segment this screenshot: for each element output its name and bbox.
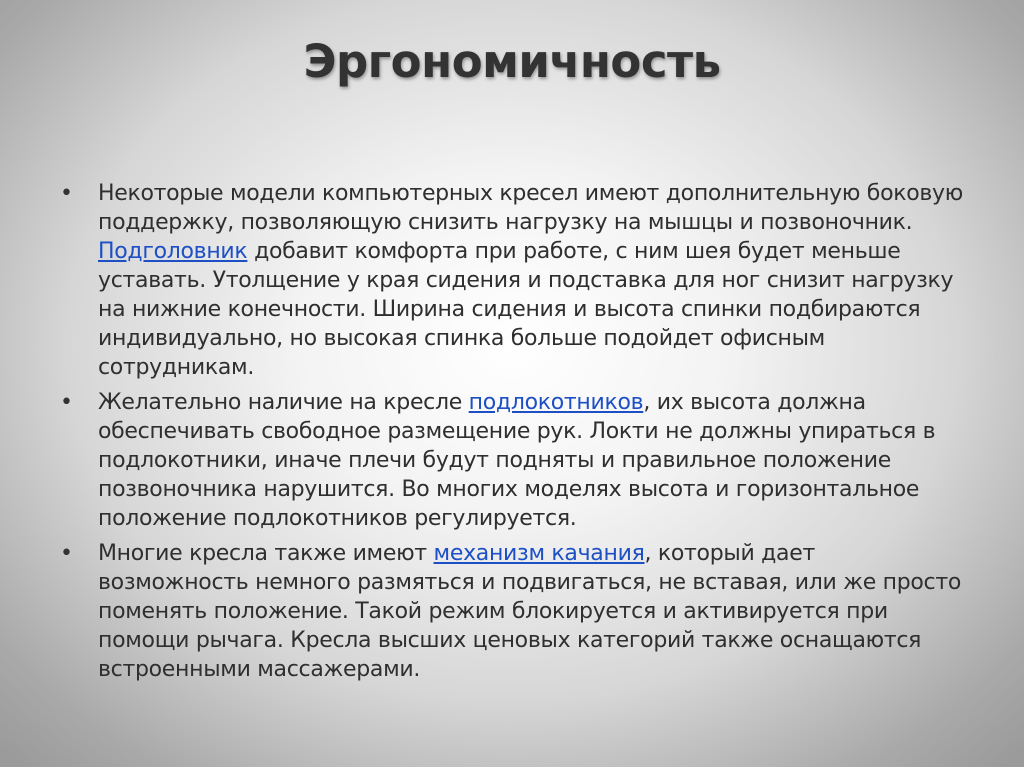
bullet-icon: • bbox=[60, 541, 73, 566]
bullet-icon: • bbox=[60, 181, 73, 206]
item-text-part: добавит комфорта при работе, с ним шея будет меньше уставать. Утолщение у края сидения и подставка для ног снизит нагрузку на нижние конечности. Ширина сидения и высота спинки подбираются индивидуально, но высокая спинка больше подойдет офисным сотрудникам. bbox=[98, 239, 954, 380]
link-armrests[interactable]: подлокотников bbox=[468, 390, 644, 415]
link-rocking-mechanism[interactable]: механизм качания bbox=[433, 541, 645, 566]
item-text-part: , который дает возможность немного размяться и подвигаться, не вставая, или же просто поменять положение. Такой режим блокируется и активируется при помощи рычага. Кресла высших ценовых категорий также оснащаются встроенными массажерами. bbox=[98, 541, 962, 682]
bullet-item-armrests bbox=[60, 388, 970, 533]
link-headrest[interactable]: Подголовник bbox=[98, 239, 248, 264]
item-text-part: Желательно наличие на кресле bbox=[98, 390, 469, 415]
content-body bbox=[60, 179, 970, 690]
item-text-part: Многие кресла также имеют bbox=[98, 541, 434, 566]
bullet-item-headrest bbox=[60, 179, 970, 382]
item-text-part: , их высота должна обеспечивать свободное размещение рук. Локти не должны упираться в подлокотники, иначе плечи будут подняты и правильное положение позвоночника нарушится. Во многих моделях высота и горизонтальное положение подлокотников регулируется. bbox=[98, 390, 936, 531]
slide-title: Эргономичность bbox=[303, 35, 721, 88]
bullet-item-rocking bbox=[60, 539, 970, 684]
bullet-icon: • bbox=[60, 390, 73, 415]
item-text-part: Некоторые модели компьютерных кресел имеют дополнительную боковую поддержку, позволяющую снизить нагрузку на мышцы и позвоночник. bbox=[98, 181, 963, 235]
